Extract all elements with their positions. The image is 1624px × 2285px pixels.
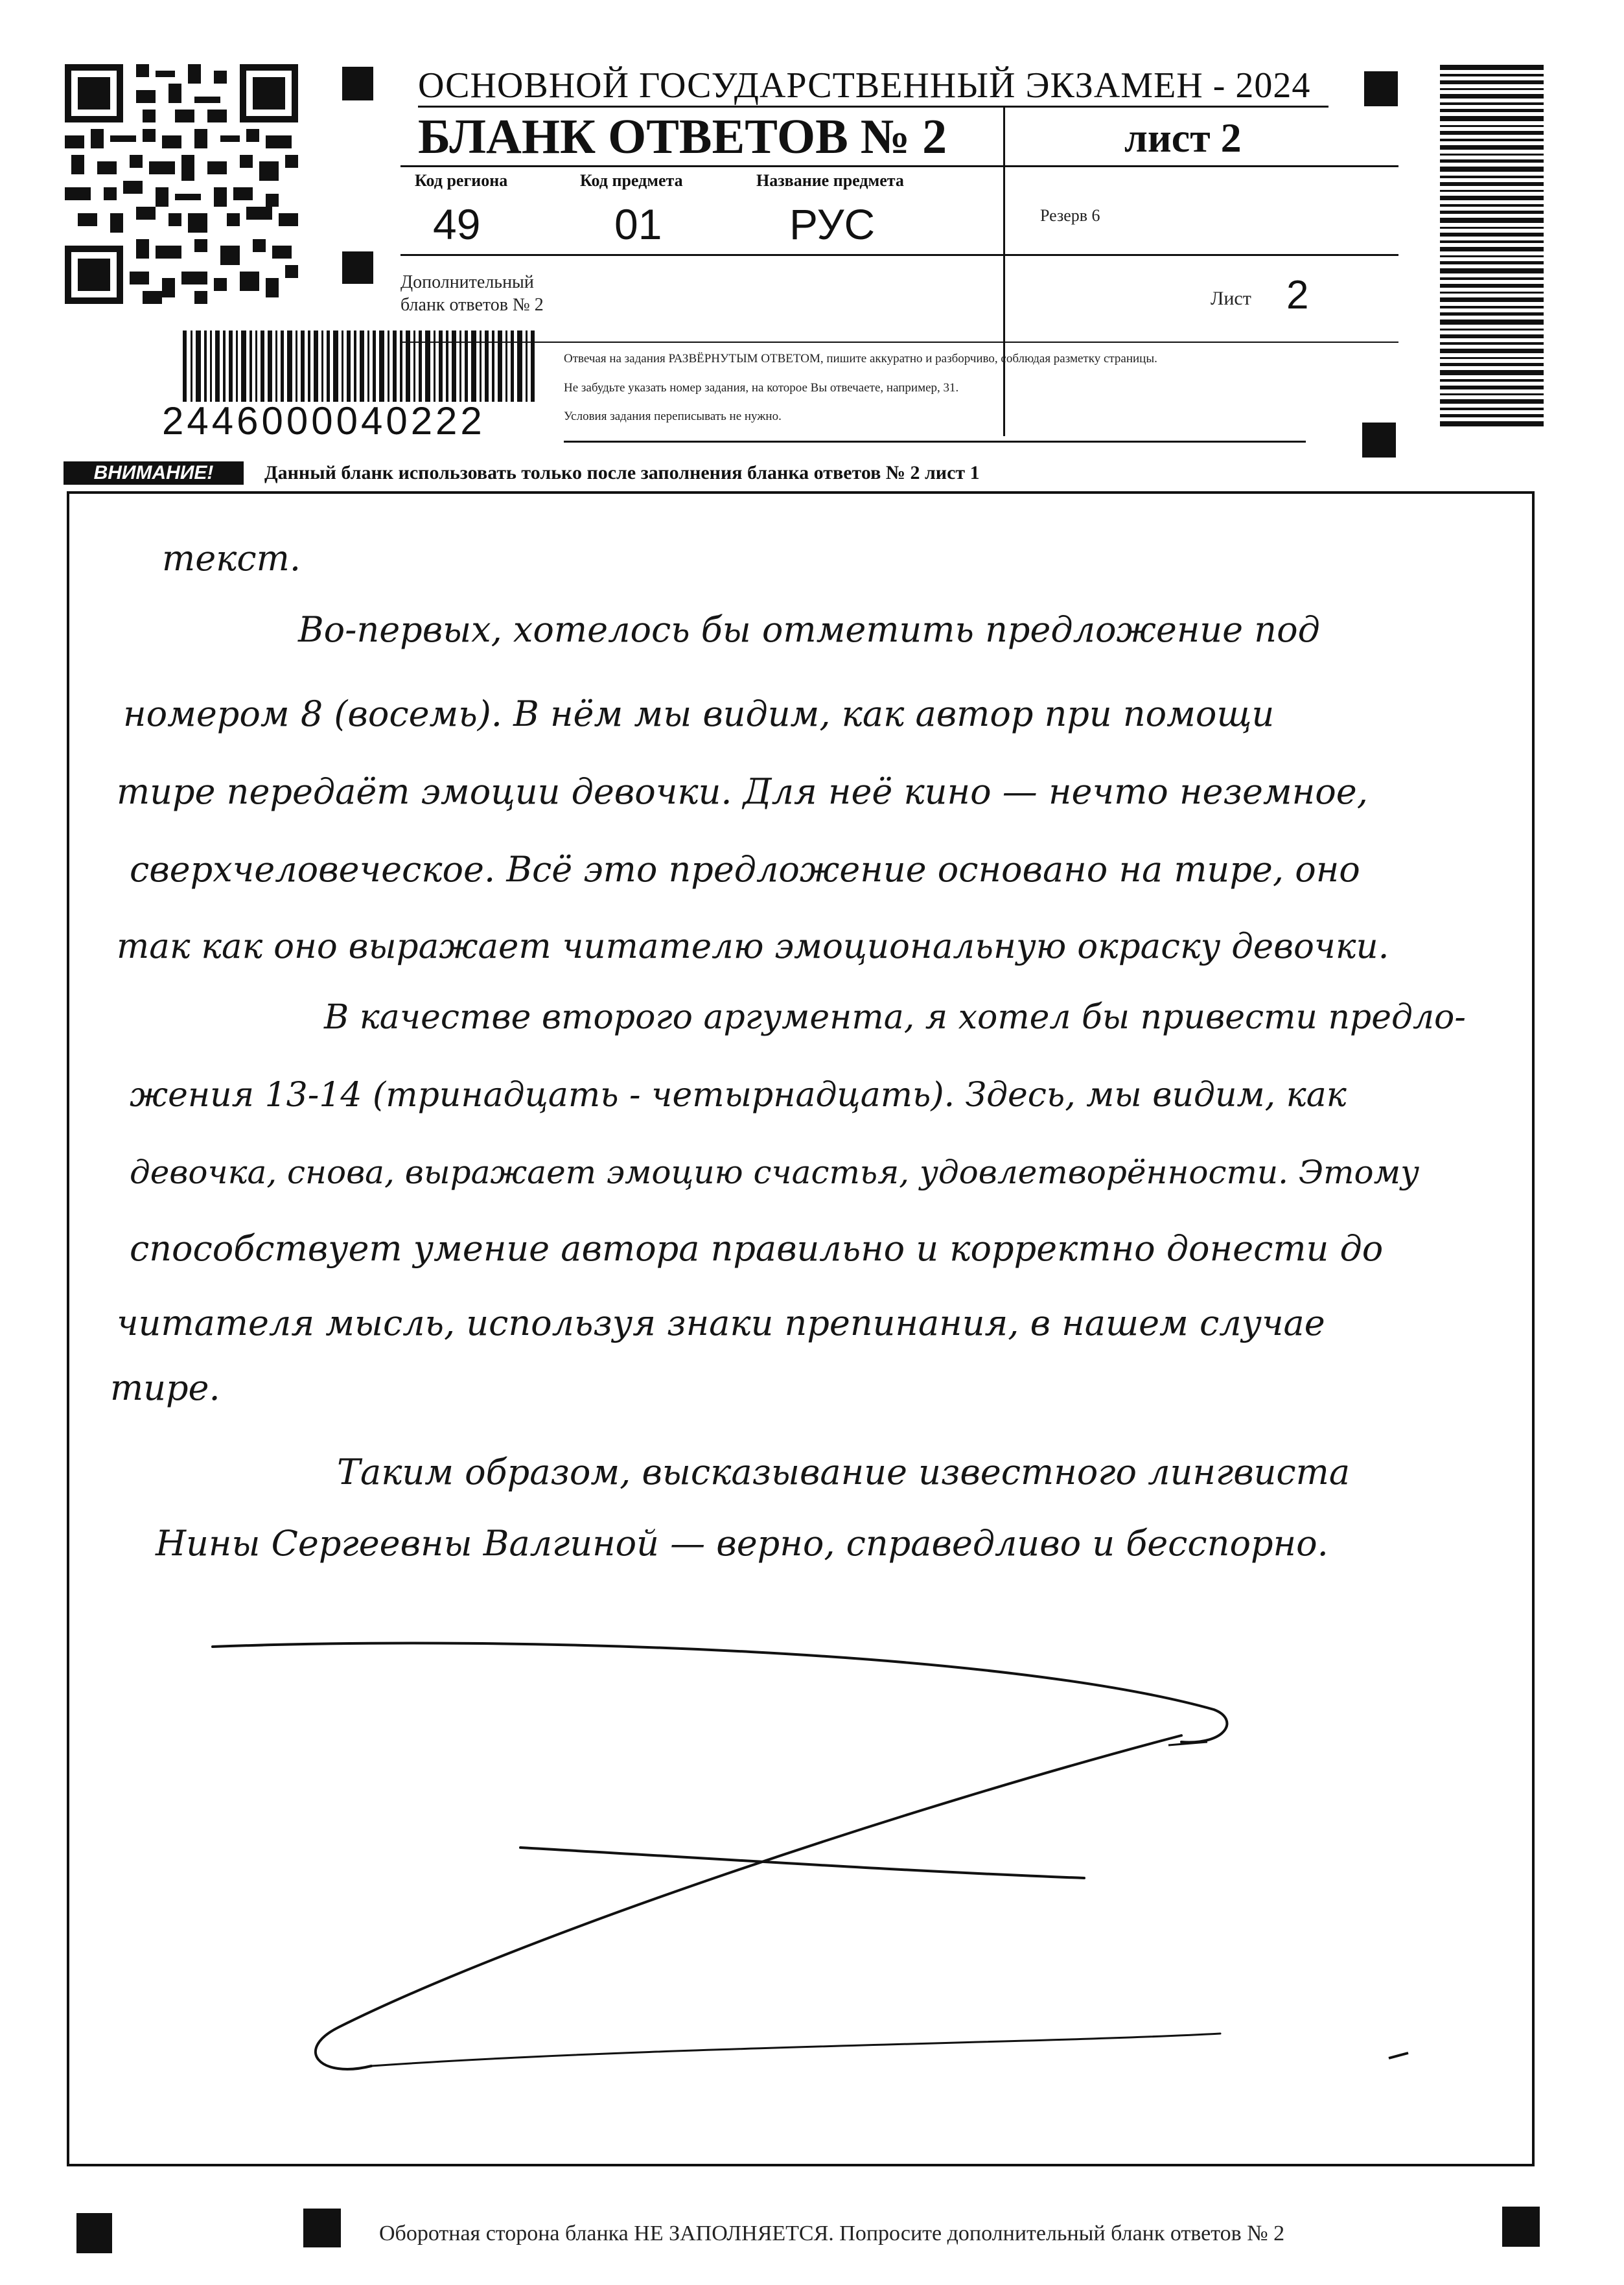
sheet-number-label: Лист (1211, 288, 1251, 309)
region-code-label: Код региона (415, 171, 508, 190)
marker-square (76, 2213, 112, 2253)
header-divider (400, 342, 1398, 343)
attention-text: Данный бланк использовать только после заполнения бланка ответов № 2 лист 1 (264, 462, 980, 483)
additional-form-label: Дополнительный (400, 272, 534, 292)
answer-line: текст. (162, 538, 301, 579)
answer-line: читателя мысль, используя знаки препинания, в нашем случае (117, 1303, 1325, 1343)
answer-line: номером 8 (восемь). В нём мы видим, как автор при помощи (123, 693, 1275, 734)
region-code: 49 (433, 200, 481, 248)
marker-square (303, 2209, 341, 2247)
subject-name: РУС (789, 200, 876, 248)
barcode-number: 2446000040222 (162, 399, 485, 443)
marker-square (1364, 71, 1398, 106)
exam-title: ОСНОВНОЙ ГОСУДАРСТВЕННЫЙ ЭКЗАМЕН - 2024 (418, 65, 1311, 106)
barcode-icon (183, 331, 536, 402)
answer-line: способствует умение автора правильно и корректно донести до (130, 1228, 1384, 1269)
header-divider (1003, 106, 1005, 436)
answer-line: В качестве второго аргумента, я хотел бы привести предло- (324, 998, 1466, 1037)
header-divider (400, 254, 1398, 256)
sheet-label: лист 2 (1124, 115, 1242, 161)
answer-line: девочка, снова, выражает эмоцию счастья, удовлетворённости. Этому (130, 1154, 1420, 1191)
marker-square (342, 251, 373, 284)
answer-line: сверхчеловеческое. Всё это предложение основано на тире, оно (130, 849, 1360, 890)
answer-line: тире передаёт эмоции девочки. Для неё кино — нечто неземное, (117, 771, 1368, 812)
reserve-label: Резерв 6 (1040, 206, 1100, 225)
marker-square (342, 67, 373, 100)
attention-badge: ВНИМАНИЕ! (64, 461, 244, 485)
header-divider (564, 441, 1306, 443)
instruction-line: Отвечая на задания РАЗВЁРНУТЫМ ОТВЕТОМ, пишите аккуратно и разборчиво, соблюдая разметку страницы. (564, 352, 1157, 365)
sheet-number: 2 (1286, 273, 1309, 318)
qr-code-icon (65, 64, 298, 305)
footer-note: Оборотная сторона бланка НЕ ЗАПОЛНЯЕТСЯ. Попросите дополнительный бланк ответов № 2 (379, 2221, 1285, 2245)
subject-code-label: Код предмета (580, 171, 683, 190)
answer-line: тире. (110, 1367, 220, 1408)
cross-out-strokes (67, 491, 1535, 2166)
title-underline (418, 106, 1328, 108)
instruction-line: Не забудьте указать номер задания, на которое Вы отвечаете, например, 31. (564, 381, 959, 395)
marker-square (1362, 423, 1396, 458)
header-divider (400, 165, 1398, 167)
barcode-icon (1440, 65, 1544, 431)
answer-line: Во-первых, хотелось бы отметить предложение под (298, 609, 1320, 650)
answer-line: Нины Сергеевны Валгиной — верно, справедливо и бесспорно. (156, 1523, 1328, 1564)
instruction-line: Условия задания переписывать не нужно. (564, 410, 782, 423)
answer-line: жения 13-14 (тринадцать - четырнадцать). Здесь, мы видим, как (130, 1076, 1347, 1115)
additional-form-label: бланк ответов № 2 (400, 295, 544, 315)
answer-line: Таким образом, высказывание известного лингвиста (337, 1452, 1351, 1492)
marker-square (1502, 2207, 1540, 2247)
subject-code: 01 (614, 200, 662, 248)
subject-name-label: Название предмета (756, 171, 904, 190)
form-title: БЛАНК ОТВЕТОВ № 2 (418, 110, 947, 164)
answer-line: так как оно выражает читателю эмоциональную окраску девочки. (117, 927, 1389, 966)
